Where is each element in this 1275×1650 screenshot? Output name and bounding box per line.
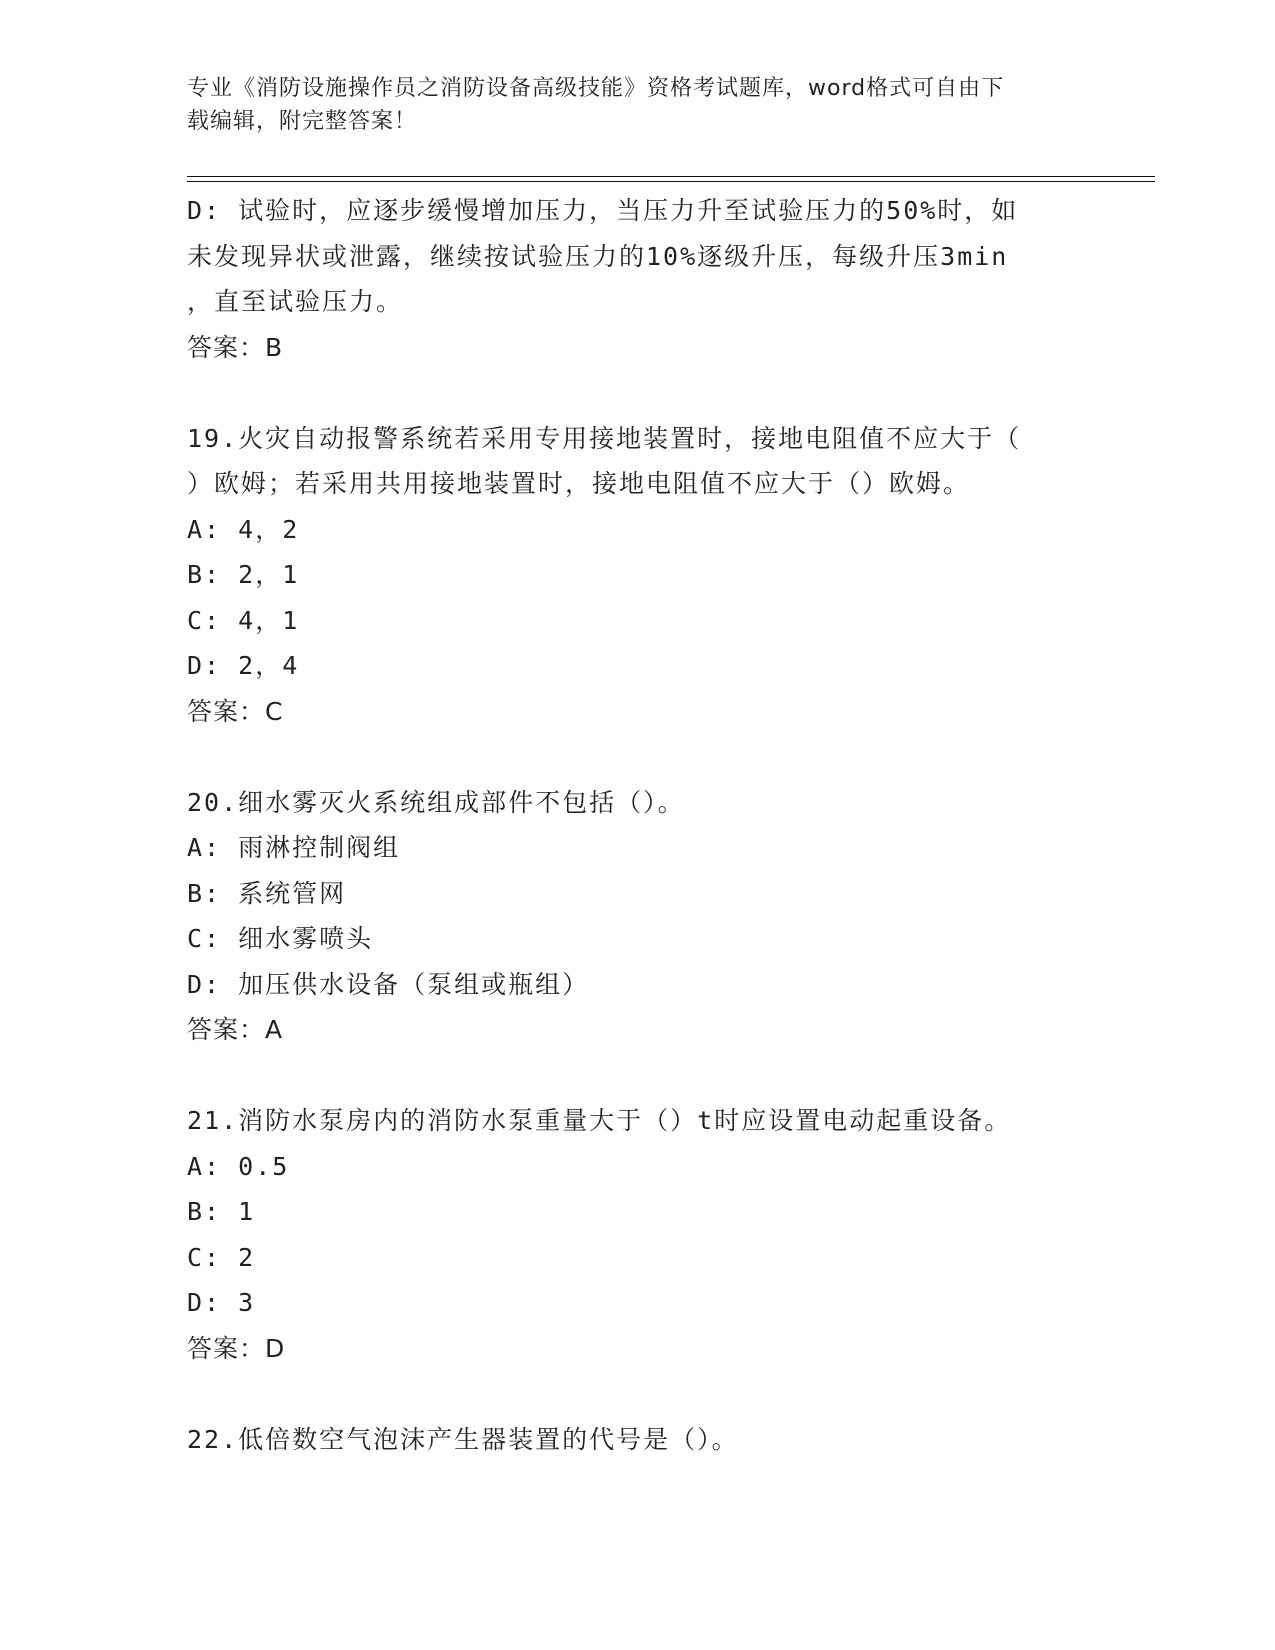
spacer bbox=[187, 1371, 1087, 1417]
header-rule-top bbox=[187, 176, 1155, 177]
q20-option-a: A: 雨淋控制阀组 bbox=[187, 833, 401, 862]
q21-option-a: A: 0.5 bbox=[187, 1151, 290, 1181]
q19-option-c: C: 4，1 bbox=[187, 605, 300, 635]
document-header bbox=[187, 72, 1067, 138]
prev-option-d-line-3: ，直至试验压力。 bbox=[187, 287, 404, 316]
header-line-1: 专业《消防设施操作员之消防设备高级技能》资格考试题库，word格式可自由下 bbox=[187, 76, 1005, 101]
q20-option-b: B: 系统管网 bbox=[187, 878, 347, 908]
q21-option-d: D: 3 bbox=[187, 1288, 256, 1317]
q20-answer: 答案：A bbox=[187, 1015, 284, 1044]
spacer bbox=[187, 370, 1087, 416]
q19-stem-line-2: ）欧姆；若采用共用接地装置时，接地电阻值不应大于（）欧姆。 bbox=[187, 469, 971, 498]
q20-option-c: C: 细水雾喷头 bbox=[187, 924, 374, 953]
header-rule-bottom bbox=[187, 181, 1155, 182]
q19-stem-line-1: 19.火灾自动报警系统若采用专用接地装置时，接地电阻值不应大于（ bbox=[187, 423, 1022, 453]
q19-option-a: A: 4，2 bbox=[187, 514, 300, 544]
q21-answer: 答案：D bbox=[187, 1333, 286, 1363]
question-content bbox=[187, 188, 1087, 1462]
q20-option-d: D: 加压供水设备（泵组或瓶组） bbox=[187, 969, 590, 999]
q19-option-d: D: 2，4 bbox=[187, 651, 300, 680]
q21-stem: 21.消防水泵房内的消防水泵重量大于（）t时应设置电动起重设备。 bbox=[187, 1106, 1012, 1135]
prev-answer: 答案：B bbox=[187, 332, 284, 362]
spacer bbox=[187, 1053, 1087, 1099]
q20-stem: 20.细水雾灭火系统组成部件不包括（）。 bbox=[187, 787, 685, 817]
q22-stem: 22.低倍数空气泡沫产生器装置的代号是（）。 bbox=[187, 1424, 739, 1454]
header-line-2: 载编辑，附完整答案！ bbox=[187, 109, 418, 134]
prev-option-d-line-2: 未发现异状或泄露，继续按试验压力的10%逐级升压，每级升压3min bbox=[187, 241, 1009, 271]
q19-option-b: B: 2，1 bbox=[187, 560, 300, 589]
prev-option-d-line-1: D: 试验时，应逐步缓慢增加压力，当压力升至试验压力的50%时，如 bbox=[187, 196, 1019, 225]
spacer bbox=[187, 734, 1087, 780]
q21-option-b: B: 1 bbox=[187, 1197, 256, 1226]
q21-option-c: C: 2 bbox=[187, 1242, 256, 1272]
q19-answer: 答案：C bbox=[187, 696, 284, 726]
